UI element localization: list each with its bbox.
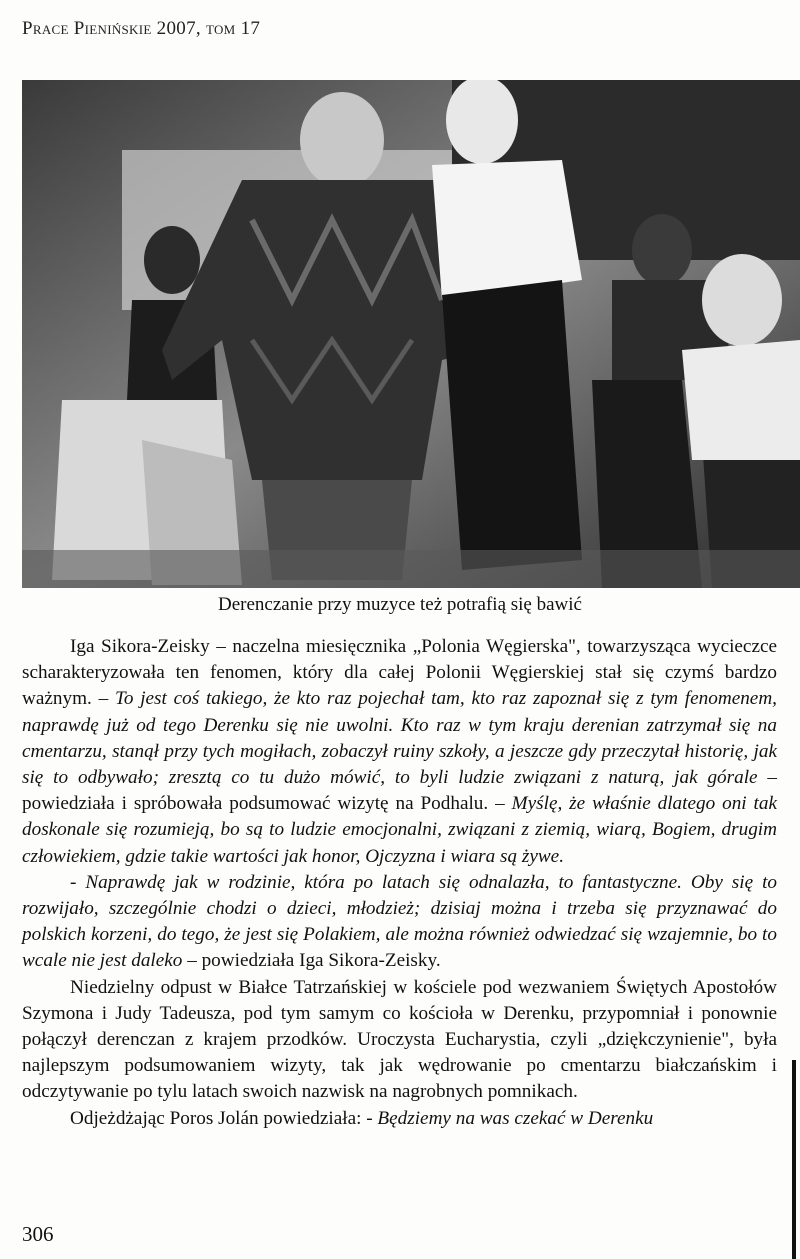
photograph-dancers [22, 80, 800, 588]
text-segment: Odjeżdżając Poros Jolán powiedziała: - [70, 1107, 378, 1129]
photo-illustration [22, 80, 800, 588]
running-head: Prace Pienińskie 2007, tom 17 [22, 18, 261, 39]
paragraph-4 [22, 1106, 777, 1132]
quoted-speech: To jest coś takiego, że kto raz pojechał tam, kto raz zapoznał się z tym fenomenem, naprawdę już od tego Derenku się nie uwolni. Kto raz w tym kraju derenian zatrzymał się na cmentarzu, stanął przy tych mogiłach, zobaczył ruiny szkoły, a jeszcze gdy przeczytał historię, jak się to odbywało; zresztą co tu dużo mówić, to byli ludzie związani z naturą, jak górale [22, 688, 777, 789]
paragraph-3 [22, 975, 777, 1106]
text-segment: – powiedziała Iga Sikora-Zeisky. [182, 950, 441, 972]
text-segment: – powiedziała i spróbowała podsumować wizytę na Podhalu. – [22, 767, 777, 815]
figure-caption: Derenczanie przy muzyce też potrafią się bawić [218, 594, 582, 615]
quoted-speech: Myślę, że właśnie dlatego oni tak doskonale się rozumieją, bo są to ludzie emocjonalni, związani z ziemią, wiarą, Bogiem, drugim człowiekiem, gdzie takie wartości jak honor, Ojczyzna i wiara są żywe. [22, 793, 777, 867]
paragraph-1 [22, 634, 777, 870]
quoted-speech: Będziemy na was czekać w Derenku [377, 1107, 654, 1129]
article-body [22, 634, 777, 1132]
page-number: 306 [22, 1222, 54, 1246]
text-segment: Niedzielny odpust w Białce Tatrzańskiej w kościele pod wezwaniem Świętych Apostołów Szymona i Judy Tadeusza, pod tym samym co kościoła w Derenku, przypomniał i ponownie połączył derenczan z krajem przodków. Uroczysta Eucharystia, czyli „dziękczynienie", była najlepszym podsumowaniem wizyty, tak jak wędrowanie po cmentarzu białczańskim i odczytywanie po tylu latach swoich nazwisk na nagrobnych pomnikach. [22, 976, 777, 1103]
paragraph-2 [22, 870, 777, 975]
quoted-speech: - Naprawdę jak w rodzinie, która po latach się odnalazła, to fantastyczne. Oby się to rozwijało, szczególnie chodzi o dzieci, młodzież; dzisiaj można i trzeba się przyznawać do polskich korzeni, do tego, że jest się Polakiem, ale można również odwiedzać się wzajemnie, bo to wcale nie jest daleko [22, 871, 777, 972]
scan-edge [792, 1060, 796, 1259]
text-segment: Iga Sikora-Zeisky – naczelna miesięcznika „Polonia Węgierska", towarzysząca wycieczce scharakteryzowała ten fenomen, który dla całej Polonii Węgierskiej stał się czymś bardzo ważnym. – [22, 636, 777, 710]
